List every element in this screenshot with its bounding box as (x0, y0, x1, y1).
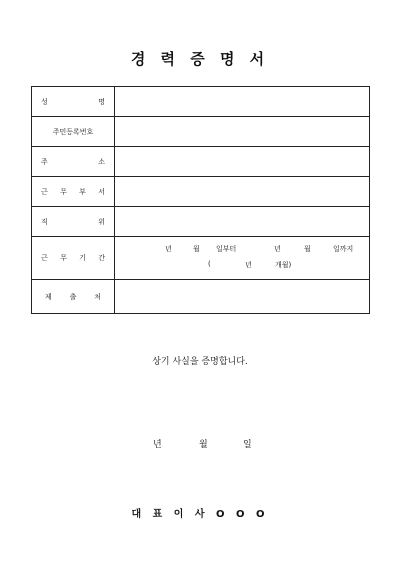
value-rrn[interactable] (115, 117, 370, 147)
label-char: 무 (60, 187, 67, 196)
document-title: 경 력 증 명 서 (130, 50, 270, 68)
period-open-paren: ( (208, 260, 211, 268)
date-month: 월 (199, 440, 208, 450)
label-period (32, 237, 115, 280)
label-char: 성 (41, 97, 48, 106)
label-char: 무 (60, 254, 67, 262)
label-char: 간 (98, 254, 105, 262)
label-char: 근 (41, 187, 48, 196)
value-submit-to[interactable] (115, 280, 370, 314)
label-char: 출 (69, 292, 77, 301)
row-name (32, 87, 370, 117)
value-department[interactable] (115, 177, 370, 207)
label-char: 제 (45, 292, 52, 301)
row-department (32, 177, 370, 207)
row-position (32, 207, 370, 237)
label-char: 처 (94, 292, 101, 301)
label-submit-to (32, 280, 115, 314)
period-from-month: 월 (193, 245, 200, 253)
date-year: 년 (153, 440, 162, 450)
label-char: 위 (98, 217, 105, 226)
period-months: 개월) (275, 261, 292, 269)
label-char: 기 (79, 254, 86, 262)
label-rrn (32, 117, 115, 147)
label-text: 주민등록번호 (52, 127, 94, 136)
label-char: 주 (41, 157, 48, 166)
period-duration-line (115, 260, 369, 272)
label-char: 근 (41, 254, 48, 262)
period-to-year: 년 (274, 245, 281, 253)
date-line (0, 437, 400, 451)
value-position[interactable] (115, 207, 370, 237)
value-name[interactable] (115, 87, 370, 117)
label-name (32, 87, 115, 117)
row-submit-to (32, 280, 370, 314)
certificate-table (31, 86, 370, 314)
label-char: 명 (98, 97, 105, 106)
row-period (32, 237, 370, 280)
period-from-year: 년 (165, 245, 172, 253)
period-to-month: 월 (304, 245, 311, 253)
label-position (32, 207, 115, 237)
period-to-day: 일까지 (333, 245, 354, 253)
row-address (32, 147, 370, 177)
value-period[interactable] (115, 237, 370, 280)
period-from-day: 일부터 (216, 245, 237, 253)
date-day: 일 (243, 440, 252, 450)
period-range-line (115, 244, 369, 256)
label-char: 소 (98, 157, 105, 166)
period-years: 년 (245, 261, 252, 269)
label-address (32, 147, 115, 177)
signer-line: 대 표 이 사 O O O (131, 509, 269, 520)
certification-statement: 상기 사실을 증명합니다. (152, 357, 248, 367)
label-department (32, 177, 115, 207)
label-char: 직 (41, 217, 48, 226)
row-rrn (32, 117, 370, 147)
value-address[interactable] (115, 147, 370, 177)
label-char: 서 (98, 187, 105, 196)
label-char: 부 (79, 187, 86, 196)
